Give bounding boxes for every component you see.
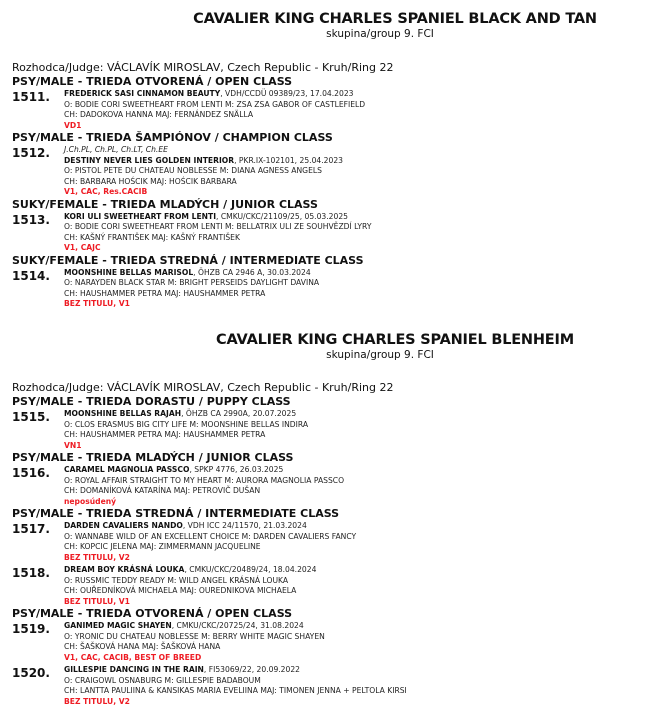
dog-name: GANIMED MAGIC SHAYEN	[64, 621, 172, 630]
dog-name: DARDEN CAVALIERS NANDO	[64, 521, 183, 530]
entry-number: 1514.	[12, 268, 50, 283]
class-header: SUKY/FEMALE - TRIEDA MLADÝCH / JUNIOR CLASS	[12, 197, 318, 211]
entry	[12, 565, 642, 607]
dog-result: neposúdený	[64, 496, 117, 506]
dog-name: MOONSHINE BELLAS MARISOL	[64, 267, 194, 277]
dog-registration: , VDH ICC 24/11570, 21.03.2024	[182, 521, 307, 530]
dog-result: V1, CAC, CACIB, BEST OF BREED	[64, 652, 202, 662]
dog-owners: CH: KOPCIC JELENA MAJ: ZIMMERMANN JACQUELINE	[64, 542, 261, 551]
dog-result: VN1	[64, 440, 82, 450]
dog-name-line	[64, 409, 642, 420]
dog-result: BEZ TITULU, V2	[64, 696, 130, 706]
dog-name-line	[64, 521, 642, 532]
dog-parents: O: BODIE CORI SWEETHEART FROM LENTI M: BELLATRIX ULI ZE SOUHVĚZDÍ LYRY	[64, 222, 372, 231]
class-header: PSY/MALE - TRIEDA DORASTU / PUPPY CLASS	[12, 395, 291, 408]
judge-line: Rozhodca/Judge: VÁCLAVÍK MIROSLAV, Czech Republic - Kruh/Ring 22	[12, 381, 394, 394]
entry-number: 1511.	[12, 90, 50, 104]
dog-name-line	[64, 156, 642, 167]
entry-number: 1512.	[12, 146, 50, 160]
dog-name: DREAM BOY KRÁSNÁ LOUKA	[64, 565, 185, 574]
dog-name-line	[64, 89, 642, 100]
dog-registration: , ÖHZB CA 2990A, 20.07.2025	[181, 409, 297, 418]
dog-parents: O: RUSSMIC TEDDY READY M: WILD ANGEL KRÁSNÁ LOUKA	[64, 575, 289, 585]
entry	[12, 212, 642, 254]
entry-number: 1513.	[12, 212, 50, 227]
dog-owners: CH: KAŠNÝ FRANTIŠEK MAJ: KAŠNÝ FRANTIŠEK	[64, 232, 240, 242]
entry	[12, 665, 642, 707]
entry	[12, 409, 642, 451]
dog-registration: , CMKU/CKC/20725/24, 31.08.2024	[171, 621, 304, 630]
dog-name-line	[64, 465, 642, 476]
dog-registration: , ÖHZB CA 2946 A, 30.03.2024	[193, 267, 311, 277]
dog-name-line	[64, 565, 642, 576]
breed-title: CAVALIER KING CHARLES SPANIEL BLENHEIM	[216, 332, 574, 348]
results-block-blenheim	[12, 381, 642, 707]
dog-owners: CH: HAUSHAMMER PETRA MAJ: HAUSHAMMER PETRA	[64, 288, 266, 298]
dog-owners: CH: ŠAŠKOVÁ HANA MAJ: ŠAŠKOVÁ HANA	[64, 642, 221, 651]
dog-parents: O: PISTOL PETE DU CHATEAU NOBLESSE M: DIANA AGNESS ANGELS	[64, 166, 322, 175]
entry	[12, 621, 642, 663]
dog-name-line	[64, 212, 642, 223]
entry-number: 1517.	[12, 522, 50, 536]
judge-line: Rozhodca/Judge: VÁCLAVÍK MIROSLAV, Czech Republic - Kruh/Ring 22	[12, 61, 394, 74]
dog-registration: , FI53069/22, 20.09.2022	[203, 665, 301, 674]
dog-owners: CH: OUŘEDNÍKOVÁ MICHAELA MAJ: OUREDNIKOVA MICHAELA	[64, 586, 297, 595]
breed-subtitle: skupina/group 9. FCI	[326, 28, 434, 40]
breed-title: CAVALIER KING CHARLES SPANIEL BLACK AND TAN	[193, 11, 597, 27]
dog-owners: CH: DOMANÍKOVÁ KATARÍNA MAJ: PETROVIČ DUŠAN	[64, 486, 261, 495]
entry-number: 1516.	[12, 466, 50, 480]
dog-parents: O: NARAYDEN BLACK STAR M: BRIGHT PERSEIDS DAYLIGHT DAVINA	[64, 278, 320, 287]
dog-result: VD1	[64, 120, 82, 130]
dog-result: V1, CAC, Res.CACIB	[64, 187, 148, 196]
dog-owners: CH: LANTTA PAULIINA & KANSIKAS MARIA EVELIINA MAJ: TIMONEN JENNA + PELTOLA KIRSI	[64, 686, 407, 695]
dog-owners: CH: DADOKOVA HANNA MAJ: FERNÁNDEZ SNÄLLA	[64, 110, 254, 119]
dog-name-line	[64, 665, 642, 676]
breed-subtitle: skupina/group 9. FCI	[326, 349, 434, 361]
dog-titles: J.Ch.PL, Ch.PL, Ch.LT, Ch.EE	[64, 145, 168, 154]
dog-name-line	[64, 268, 642, 279]
dog-name: CARAMEL MAGNOLIA PASSCO	[64, 465, 190, 474]
dog-parents: O: CRAIGOWL OSNABURG M: GILLESPIE BADABOUM	[64, 675, 261, 685]
entry-number: 1520.	[12, 666, 50, 680]
dog-name: KORI ULI SWEETHEART FROM LENTI	[64, 211, 217, 221]
entry	[12, 268, 642, 310]
dog-result: BEZ TITULU, V1	[64, 299, 130, 308]
dog-name: FREDERICK SASI CINNAMON BEAUTY	[64, 89, 221, 98]
dog-name: DESTINY NEVER LIES GOLDEN INTERIOR	[64, 155, 235, 165]
dog-registration: , CMKU/CKC/20489/24, 18.04.2024	[184, 565, 317, 574]
dog-registration: , VDH/CCDÜ 09389/23, 17.04.2023	[220, 89, 354, 98]
entry	[12, 145, 642, 198]
entry	[12, 465, 642, 507]
entry	[12, 521, 642, 563]
dog-registration: , PKR.IX-102101, 25.04.2023	[234, 155, 343, 165]
dog-result: BEZ TITULU, V1	[64, 596, 130, 606]
dog-name-line	[64, 621, 642, 632]
dog-owners: CH: BARBARA HOŚCIK MAJ: HOŚCIK BARBARA	[64, 176, 237, 186]
dog-owners: CH: HAUSHAMMER PETRA MAJ: HAUSHAMMER PETRA	[64, 430, 266, 439]
dog-result: V1, CAJC	[64, 243, 101, 252]
dog-registration: , CMKU/CKC/21109/25, 05.03.2025	[216, 211, 349, 221]
dog-parents: O: YRONIC DU CHATEAU NOBLESSE M: BERRY WHITE MAGIC SHAYEN	[64, 631, 325, 641]
class-header: PSY/MALE - TRIEDA ŠAMPIÓNOV / CHAMPION CLASS	[12, 131, 333, 144]
class-header: SUKY/FEMALE - TRIEDA STREDNÁ / INTERMEDIATE CLASS	[12, 253, 364, 267]
entry-number: 1519.	[12, 622, 50, 636]
class-header: PSY/MALE - TRIEDA MLADÝCH / JUNIOR CLASS	[12, 451, 294, 464]
dog-name: GILLESPIE DANCING IN THE RAIN	[64, 665, 204, 674]
dog-registration: , SPKP 4776, 26.03.2025	[189, 465, 284, 474]
class-header: PSY/MALE - TRIEDA STREDNÁ / INTERMEDIATE CLASS	[12, 507, 340, 520]
dog-result: BEZ TITULU, V2	[64, 552, 130, 562]
entry	[12, 89, 642, 131]
dog-name: MOONSHINE BELLAS RAJAH	[64, 409, 182, 418]
dog-parents: O: ROYAL AFFAIR STRAIGHT TO MY HEART M: AURORA MAGNOLIA PASSCO	[64, 475, 345, 485]
entry-number: 1515.	[12, 410, 50, 424]
dog-parents: O: BODIE CORI SWEETHEART FROM LENTI M: ZSA ZSA GABOR OF CASTLEFIELD	[64, 99, 366, 109]
dog-parents: O: WANNABE WILD OF AN EXCELLENT CHOICE M: DARDEN CAVALIERS FANCY	[64, 531, 357, 541]
class-header: PSY/MALE - TRIEDA OTVORENÁ / OPEN CLASS	[12, 75, 293, 88]
entry-number: 1518.	[12, 566, 50, 580]
results-block-black-and-tan	[12, 61, 642, 310]
dog-parents: O: CLOS ERASMUS BIG CITY LIFE M: MOONSHINE BELLAS INDIRA	[64, 419, 309, 429]
class-header: PSY/MALE - TRIEDA OTVORENÁ / OPEN CLASS	[12, 607, 293, 620]
